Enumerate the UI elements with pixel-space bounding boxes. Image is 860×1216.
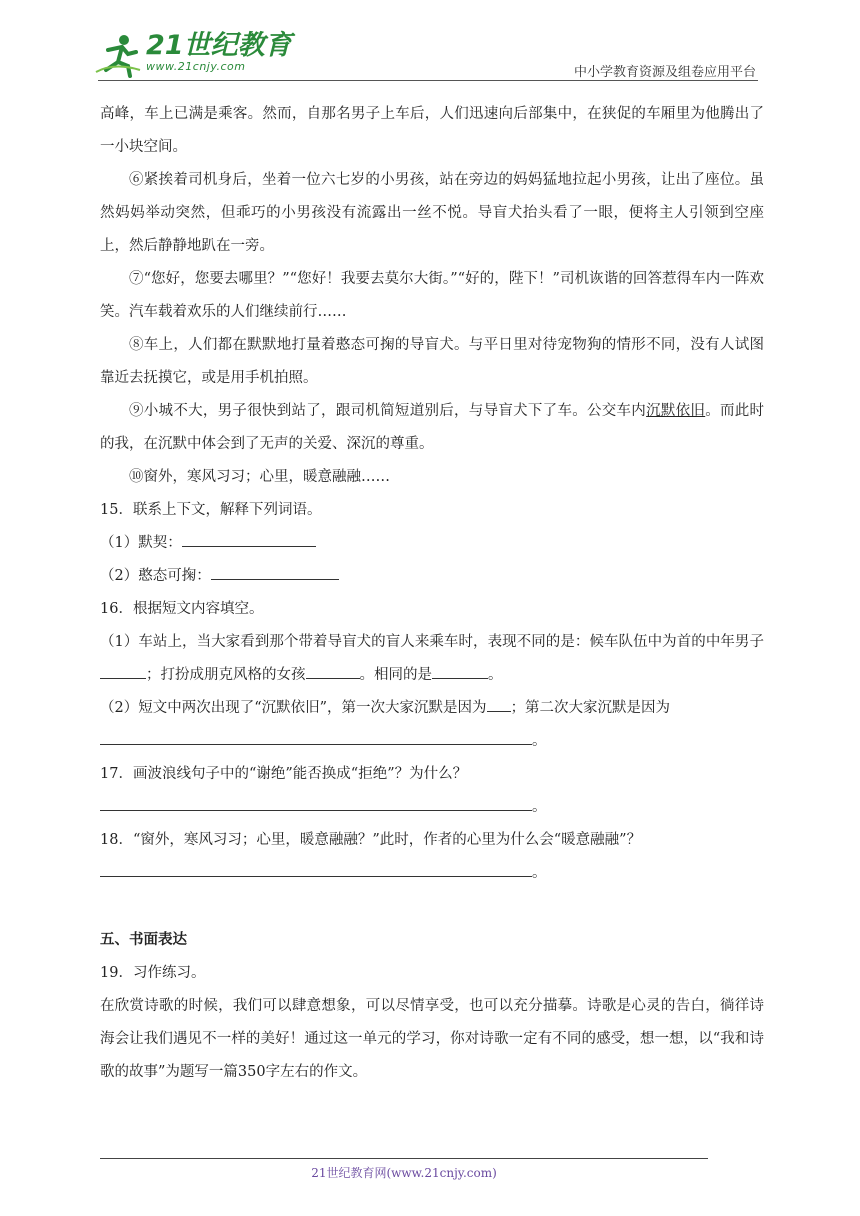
header-divider [98,80,758,81]
question-16: 16．根据短文内容填空。 [100,601,264,617]
question-text: ；打扮成朋克风格的女孩 [146,667,306,683]
question-15: 15．联系上下文，解释下列词语。 [100,502,322,518]
answer-line-row [100,791,764,824]
document-body [100,98,764,1089]
question-16-2 [100,692,764,725]
question-label: （1）默契： [100,535,182,551]
passage-paragraph: ⑦“您好，您要去哪里？”“您好！我要去莫尔大街。”“好的，陛下！”司机诙谐的回答惹得车内一阵欢笑。汽车载着欢乐的人们继续前行…… [100,271,764,320]
question-text: （1）车站上，当大家看到那个带着导盲犬的盲人来乘车时，表现不同的是：候车队伍中为首的中年男子 [100,634,764,650]
passage-paragraph: ⑩窗外，寒风习习；心里，暖意融融…… [129,469,390,485]
answer-blank[interactable] [100,860,532,877]
answer-blank[interactable] [100,662,146,679]
answer-blank[interactable] [100,728,532,745]
question-17: 17．画波浪线句子中的“谢绝”能否换成“拒绝”？为什么？ [100,766,468,782]
answer-blank[interactable] [306,662,360,679]
logo-url: www.21cnjy.com [146,60,246,73]
answer-blank[interactable] [100,794,532,811]
period: 。 [532,799,547,815]
page-footer: 21世纪教育网(www.21cnjy.com) [311,1166,497,1180]
runner-logo-icon [94,32,142,78]
question-text: ；第二次大家沉默是因为 [510,700,671,716]
site-logo [94,32,292,78]
period: 。 [532,865,547,881]
question-text: 。相同的是 [359,667,432,683]
writing-prompt: 在欣赏诗歌的时候，我们可以肆意想象，可以尽情享受，也可以充分描摹。诗歌是心灵的告白，徜徉诗海会让我们遇见不一样的美好！通过这一单元的学习，你对诗歌一定有不同的感受，想一想，以“我和诗歌的故事”为题写一篇350字左右的作文。 [100,998,764,1080]
page-header [0,0,860,84]
question-text: （2）短文中两次出现了“沉默依旧”，第一次大家沉默是因为 [100,700,487,716]
answer-blank[interactable] [211,563,339,580]
answer-blank[interactable] [487,695,511,712]
section-spacer [100,890,764,924]
logo-title: 21世纪教育 [146,30,292,61]
answer-blank[interactable] [432,662,488,679]
section-title: 五、书面表达 [100,932,187,948]
period: 。 [532,733,547,749]
footer-divider [100,1158,708,1159]
passage-text: ⑨小城不大，男子很快到站了，跟司机简短道别后，与导盲犬下了车。公交车内 [129,403,647,419]
passage-paragraph: ⑧车上，人们都在默默地打量着憨态可掬的导盲犬。与平日里对待宠物狗的情形不同，没有人试图靠近去抚摸它，或是用手机拍照。 [100,337,764,386]
passage-paragraph: 高峰，车上已满是乘客。然而，自那名男子上车后，人们迅速向后部集中，在狭促的车厢里为他腾出了一小块空间。 [100,106,764,155]
passage-paragraph: ⑥紧挨着司机身后，坐着一位六七岁的小男孩，站在旁边的妈妈猛地拉起小男孩，让出了座位。虽然妈妈举动突然，但乖巧的小男孩没有流露出一丝不悦。导盲犬抬头看了一眼，便将主人引领到空座上，然后静静地趴在一旁。 [100,172,764,254]
question-label: （2）憨态可掬： [100,568,211,584]
question-text: 。 [488,667,503,683]
question-18: 18．“窗外，寒风习习；心里，暖意融融？”此时，作者的心里为什么会“暖意融融”？ [100,832,642,848]
passage-text: 。而此时的我，在沉默中体会到了无声的关爱、深沉的尊重。 [100,403,765,452]
answer-line-row [100,725,764,758]
question-15-1 [100,527,764,560]
question-16-1 [100,626,764,692]
question-19: 19．习作练习。 [100,965,206,981]
answer-line-row [100,857,764,890]
passage-paragraph [100,395,764,461]
answer-blank[interactable] [182,530,316,547]
question-15-2 [100,560,764,593]
underlined-phrase: 沉默依旧 [646,403,706,419]
platform-name: 中小学教育资源及组卷应用平台 [573,65,756,80]
